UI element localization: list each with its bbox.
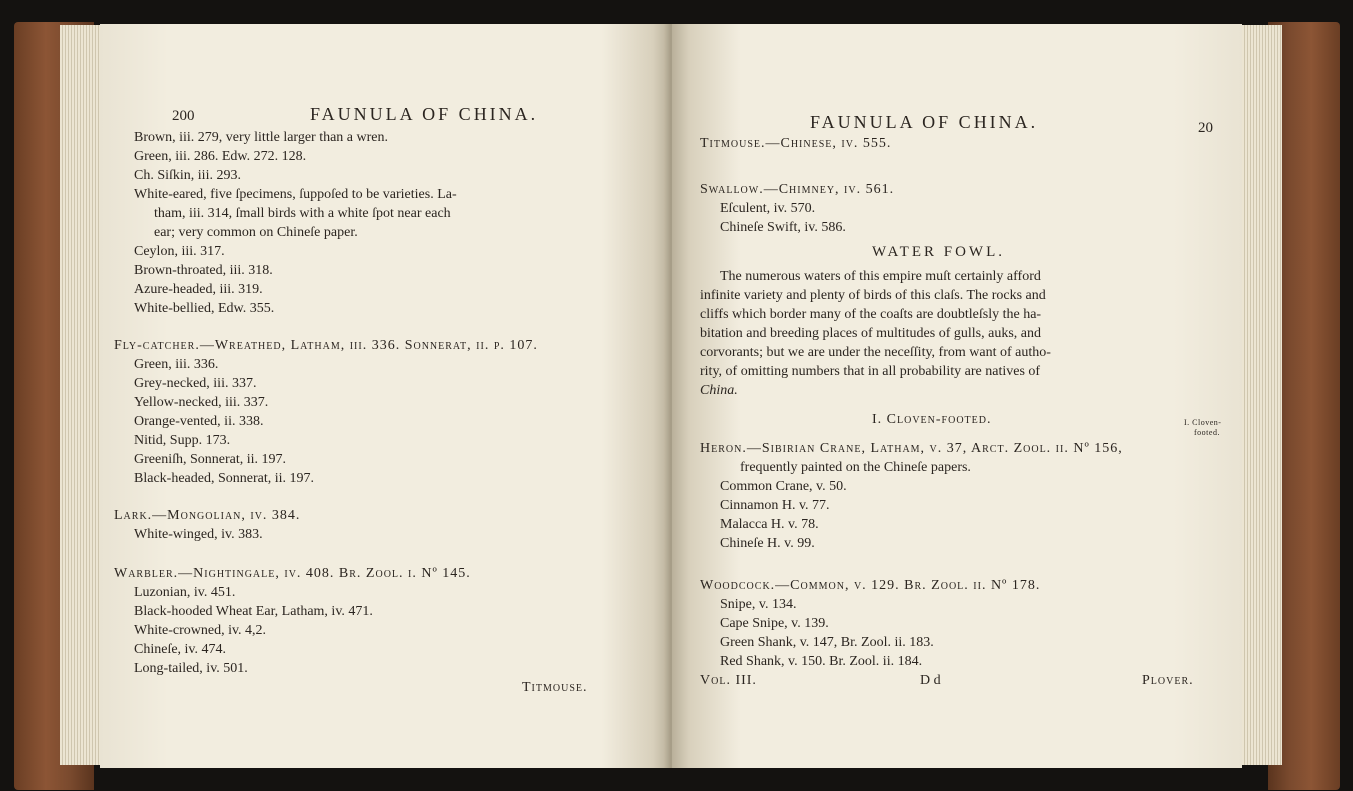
entry-lark: Lark.—Mongolian, iv. 384. (114, 508, 301, 523)
text-line: Black-hooded Wheat Ear, Latham, iv. 471. (134, 604, 373, 619)
text-line: Nitid, Supp. 173. (134, 433, 231, 448)
text-line: Luzonian, iv. 451. (134, 585, 236, 600)
text-line: Common Crane, v. 50. (720, 479, 847, 494)
left-page-number: 200 (172, 108, 195, 124)
entry-heron: Heron.—Sibirian Crane, Latham, v. 37, Arct. Zool. ii. Nº 156, (700, 441, 1123, 456)
entry-woodcock: Woodcock.—Common, v. 129. Br. Zool. ii. Nº 178. (700, 578, 1041, 593)
text-line: Green, iii. 286. Edw. 272. 128. (134, 149, 307, 164)
paragraph-line: rity, of omitting numbers that in all probability are natives of (700, 364, 1041, 379)
text-line: Grey-necked, iii. 337. (134, 376, 257, 391)
paragraph-line: infinite variety and plenty of birds of this claſs. The rocks and (700, 288, 1046, 303)
text-line: Cape Snipe, v. 139. (720, 616, 829, 631)
text-line: White-eared, five ſpecimens, ſuppoſed to be varieties. La- (134, 187, 457, 202)
text-line: Black-headed, Sonnerat, ii. 197. (134, 471, 315, 486)
footer-signature: D d (920, 673, 941, 688)
text-line: Long-tailed, iv. 501. (134, 661, 248, 676)
text-line: Red Shank, v. 150. Br. Zool. ii. 184. (720, 654, 923, 669)
text-line: Green, iii. 336. (134, 357, 219, 372)
text-line: Cinnamon H. v. 77. (720, 498, 830, 513)
footer-volume: Vol. III. (700, 673, 757, 688)
text-line: Ch. Siſkin, iii. 293. (134, 168, 241, 183)
paragraph-line: bitation and breeding places of multitudes of gulls, auks, and (700, 326, 1041, 341)
paragraph-line: corvorants; but we are under the neceſſity, from want of autho- (700, 345, 1051, 360)
paragraph-line: The numerous waters of this empire muſt certainly afford (720, 269, 1041, 284)
left-catchword: Titmouse. (522, 680, 588, 695)
text-line: ear; very common on Chineſe paper. (154, 225, 358, 240)
text-line: frequently painted on the Chineſe papers. (740, 460, 971, 475)
text-line: tham, iii. 314, ſmall birds with a white ſpot near each (154, 206, 451, 221)
text-line: Greeniſh, Sonnerat, ii. 197. (134, 452, 287, 467)
entry-fly-catcher: Fly-catcher.—Wreathed, Latham, iii. 336. Sonnerat, ii. p. 107. (114, 338, 538, 353)
right-running-head: FAUNULA OF CHINA. (810, 112, 1039, 132)
text-line: Brown-throated, iii. 318. (134, 263, 273, 278)
text-line: Azure-headed, iii. 319. (134, 282, 263, 297)
right-catchword: Plover. (1142, 673, 1194, 688)
left-page (100, 24, 670, 768)
text-line: Ceylon, iii. 317. (134, 244, 225, 259)
text-line: White-crowned, iv. 4,2. (134, 623, 267, 638)
text-line: Snipe, v. 134. (720, 597, 797, 612)
text-line: Malacca H. v. 78. (720, 517, 819, 532)
margin-note-line: footed. (1194, 428, 1220, 437)
paragraph-line: China. (700, 383, 738, 398)
text-line: Eſculent, iv. 570. (720, 201, 816, 216)
right-page-number: 20 (1198, 120, 1213, 136)
subheading: I. Cloven-footed. (872, 412, 992, 427)
entry-titmouse: Titmouse.—Chineſe, iv. 555. (700, 136, 892, 151)
paragraph-line: cliffs which border many of the coaſts are doubtleſsly the ha- (700, 307, 1042, 322)
text-line: Chineſe Swift, iv. 586. (720, 220, 846, 235)
text-line: Green Shank, v. 147, Br. Zool. ii. 183. (720, 635, 934, 650)
section-heading: WATER FOWL. (872, 244, 1005, 260)
page-edges-right (1236, 25, 1282, 765)
entry-swallow: Swallow.—Chimney, iv. 561. (700, 182, 895, 197)
text-line: Yellow-necked, iii. 337. (134, 395, 269, 410)
left-running-head: FAUNULA OF CHINA. (310, 104, 539, 124)
margin-note-line: I. Cloven- (1184, 418, 1222, 427)
text-line: Brown, iii. 279, very little larger than a wren. (134, 130, 389, 145)
text-line: Chineſe, iv. 474. (134, 642, 227, 657)
text-line: White-bellied, Edw. 355. (134, 301, 275, 316)
text-line: Chineſe H. v. 99. (720, 536, 815, 551)
entry-warbler: Warbler.—Nightingale, iv. 408. Br. Zool. i. Nº 145. (114, 566, 471, 581)
text-line: White-winged, iv. 383. (134, 527, 263, 542)
text-line: Orange-vented, ii. 338. (134, 414, 264, 429)
right-page (672, 24, 1242, 768)
